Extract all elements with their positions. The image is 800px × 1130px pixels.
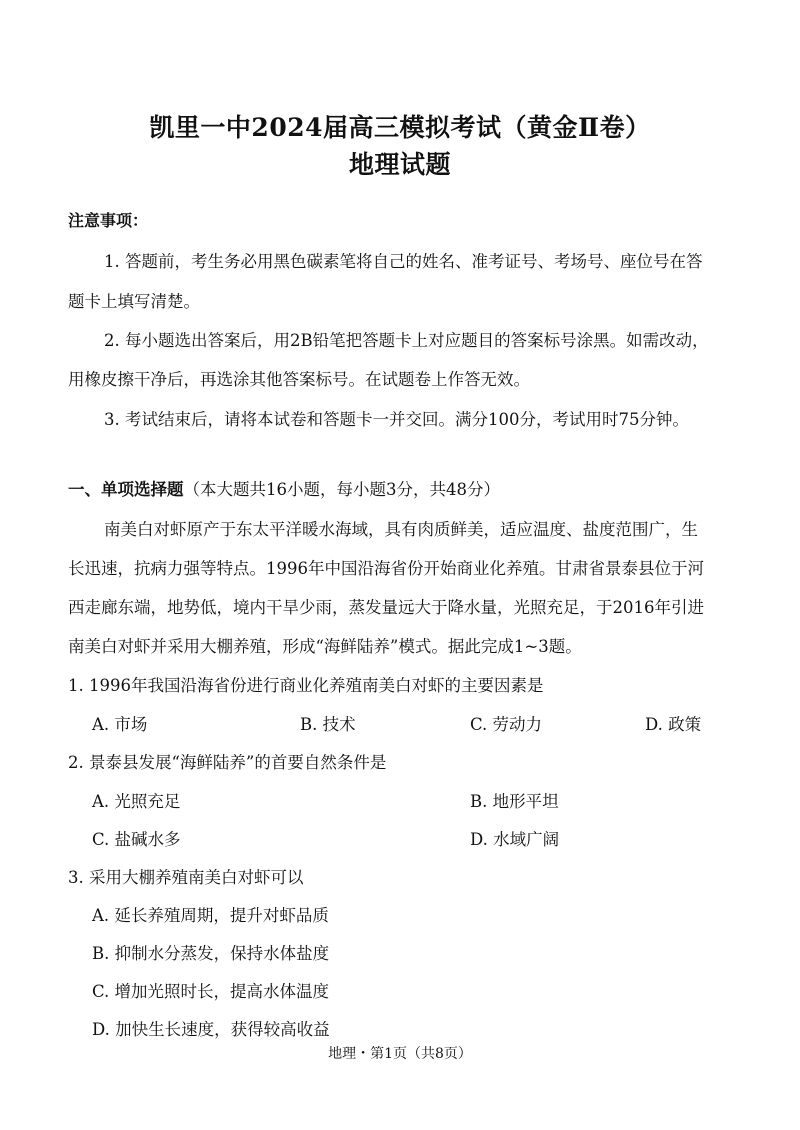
section-heading (68, 476, 500, 500)
passage-line: 南美白对虾原产于东太平洋暖水海域，具有肉质鲜美，适应温度、盐度范围广，生 (104, 520, 698, 539)
option-b: B. 技术 (300, 715, 356, 734)
exam-title: 凯里一中2024届高三模拟考试（黄金Ⅱ卷） (149, 113, 651, 142)
option-a: A. 市场 (92, 715, 148, 734)
notice-line: 2. 每小题选出答案后，用2B铅笔把答题卡上对应题目的答案标号涂黑。如需改动， (104, 331, 709, 350)
option-c: C. 增加光照时长，提高水体温度 (92, 982, 330, 1001)
question-stem: 1. 1996年我国沿海省份进行商业化养殖南美白对虾的主要因素是 (68, 676, 544, 695)
section-title: 一、单项选择题 (68, 480, 184, 499)
passage-line: 南美白对虾并采用大棚养殖，形成“海鲜陆养”模式。据此完成1~3题。 (68, 637, 582, 656)
option-d: D. 政策 (645, 715, 702, 734)
passage-line: 西走廊东端，地势低，境内干旱少雨，蒸发量远大于降水量，光照充足，于2016年引进 (68, 598, 704, 617)
exam-subtitle: 地理试题 (348, 150, 451, 179)
notice-line: 3. 考试结束后，请将本试卷和答题卡一并交回。满分100分，考试用时75分钟。 (104, 410, 689, 429)
option-a: A. 延长养殖周期，提升对虾品质 (92, 906, 329, 925)
option-c: C. 劳动力 (470, 715, 543, 734)
option-b: B. 地形平坦 (470, 792, 559, 811)
option-a: A. 光照充足 (92, 792, 181, 811)
option-b: B. 抑制水分蒸发，保持水体盐度 (92, 944, 330, 963)
notice-heading: 注意事项： (68, 211, 149, 230)
section-note: （本大题共16小题，每小题3分，共48分） (183, 480, 500, 499)
option-d: D. 加快生长速度，获得较高收益 (92, 1020, 330, 1039)
option-c: C. 盐碱水多 (92, 830, 181, 849)
passage-line: 长迅速，抗病力强等特点。1996年中国沿海省份开始商业化养殖。甘肃省景泰县位于河 (68, 559, 704, 578)
notice-line: 用橡皮擦干净后，再选涂其他答案标号。在试题卷上作答无效。 (68, 370, 530, 389)
page-footer: 地理・第1页（共8页） (328, 1046, 472, 1062)
question-stem: 3. 采用大棚养殖南美白对虾可以 (68, 868, 304, 887)
option-d: D. 水域广阔 (470, 830, 560, 849)
question-stem: 2. 景泰县发展“海鲜陆养”的首要自然条件是 (68, 753, 387, 772)
notice-line: 1. 答题前，考生务必用黑色碳素笔将自己的姓名、准考证号、考场号、座位号在答 (104, 252, 703, 271)
notice-line: 题卡上填写清楚。 (68, 292, 200, 311)
